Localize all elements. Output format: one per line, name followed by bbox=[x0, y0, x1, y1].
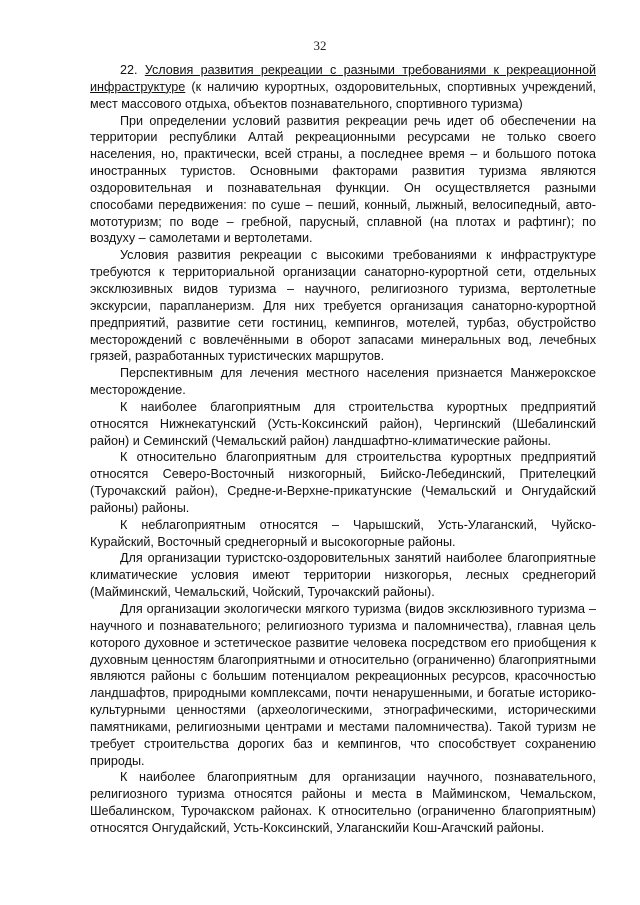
paragraph: К относительно благоприятным для строительства курортных предприятий относятся Северо-Восточный низкогорный, Бийско-Лебединский, Прителецкий (Турочакский район), Средне-и-Верхне-прикатунские (Чемальский и Онгудайский районы) районы. bbox=[90, 450, 596, 515]
paragraph: Для организации экологически мягкого туризма (видов эксклюзивного туризма – научного и познавательного; религиозного туризма и паломничества), главная цель которого духовное и эстетическое развитие человека посредством его приобщения к духовным ценностям благоприятными и относительно (ограниченно) благоприятными являются районы с большим потенциалом рекреационных ресурсов, красочностью ландшафтов, природными комплексами, почти ненарушенными, и богатые историко-культурными ценностями (археологическими, этнографическими, историческими памятниками, религиозными центрами и местами паломничества). Такой туризм не требует строительства дорогих баз и кемпингов, что способствует сохранению природы. bbox=[90, 602, 596, 768]
paragraph: Условия развития рекреации с высокими требованиями к инфраструктуре требуются к территориальной организации санаторно-курортной сети, отдельных эксклюзивных видов туризма – научного, религиозного туризма, вертолетные экскурсии, парапланеризм. Для них требуется организация санаторно-курортной предприятий, развитие сети гостиниц, кемпингов, мотелей, турбаз, обустройство месторождений с вовлечёнными в оборот запасами минеральных вод, лечебных грязей, разработанных туристических маршрутов. bbox=[90, 248, 596, 364]
page-number: 32 bbox=[313, 38, 327, 53]
paragraph: К наиболее благоприятным для строительства курортных предприятий относятся Нижнекатунский (Усть-Коксинский район), Чергинский (Шебалинский район) и Семинский (Чемальский район) ландшафтно-климатические районы. bbox=[90, 399, 596, 448]
paragraph: Перспективным для лечения местного населения признается Манжерокское месторождение. bbox=[90, 366, 596, 398]
paragraph: При определении условий развития рекреации речь идет об обеспечении на территории республики Алтай рекреационными ресурсами не только своего населения, но, практически, всей страны, а последнее время – и большого потока иностранных туристов. Основными факторами развития туризма являются оздоровительная и познавательная функции. Он осуществляется разными способами передвижения: по суше – пеший, конный, лыжный, велосипедный, авто-мототуризм; по воде – гребной, парусный, сплавной (на плотах и рафтинг); по воздуху – самолетами и вертолетами. bbox=[90, 113, 596, 246]
heading-title: Условия развития рекреации с разными требованиями к рекреационной инфраструктуре bbox=[90, 63, 597, 94]
heading-number: 22. bbox=[120, 63, 138, 77]
heading-rest: (к наличию курортных, оздоровительных, спортивных учреждений, мест массового отдыха, объектов познавательного, спортивного туризма) bbox=[90, 79, 597, 111]
paragraph: К неблагоприятным относятся – Чарышский, Усть-Улаганский, Чуйско-Курайский, Восточный среднегорный и высокогорные районы. bbox=[90, 517, 596, 549]
paragraph: Для организации туристско-оздоровительных занятий наиболее благоприятные климатические условия имеют территории низкогорья, лесных среднегорий (Майминский, Чемальский, Чойский, Турочакский районы). bbox=[90, 551, 596, 600]
section-heading bbox=[90, 62, 596, 113]
paragraph: К наиболее благоприятным для организации научного, познавательного, религиозного туризма относятся районы и места в Майминском, Чемальском, Шебалинском, Турочакском районах. К относительно (ограниченно благоприятным) относятся Онгудайский, Усть-Коксинский, Улаганскийи Кош-Агачский районы. bbox=[90, 770, 596, 835]
page-body bbox=[90, 62, 596, 837]
